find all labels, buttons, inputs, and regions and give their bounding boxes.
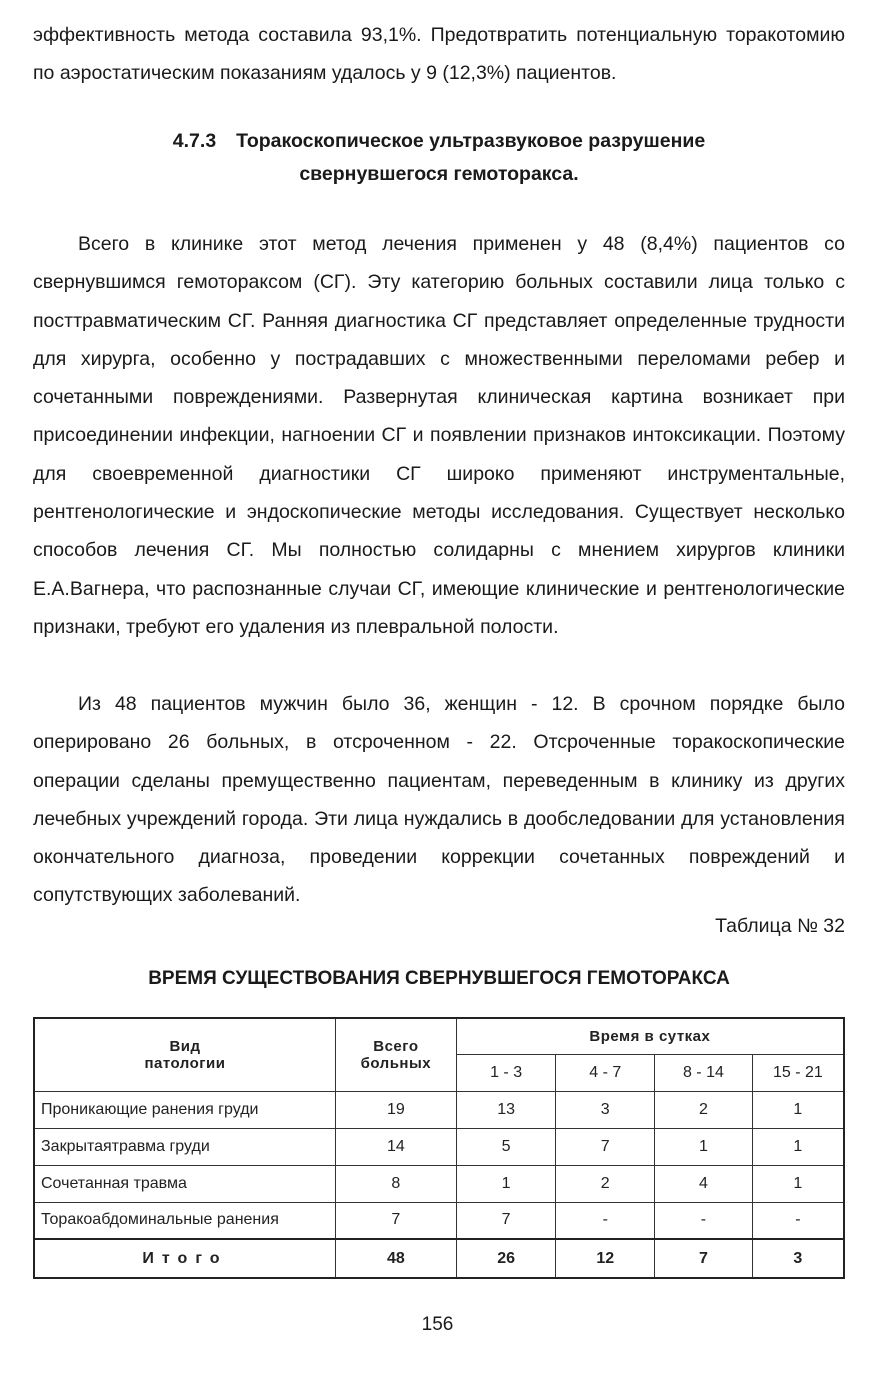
row-value: - (655, 1202, 753, 1239)
table-header-row-1 (34, 1018, 844, 1054)
paragraph-2: Из 48 пациентов мужчин было 36, женщин - 12. В срочном порядке было оперировано 26 больных, в отсроченном - 22. Отсроченные торакоскопические операции сделаны премущественно пациентам, переведенным в клинику из других лечебных учреждений города. Эти лица нуждались в дообследовании для установления окончательного диагноза, проведении коррекции сочетанных повреждений и сопутствующих заболеваний. (33, 693, 845, 907)
row-total: 14 (335, 1128, 456, 1165)
total-sum: 48 (335, 1239, 456, 1278)
row-value: 5 (456, 1128, 556, 1165)
paragraph-continuation: эффективность метода составила 93,1%. Предотвратить потенциальную торакотомию по аэростатическим показаниям удалось у 9 (12,3%) пациентов. (33, 24, 845, 85)
header-pathology (34, 1018, 335, 1091)
page-number: 156 (421, 1314, 454, 1335)
header-pathology-line-2: патологии (144, 1054, 226, 1072)
table-number: Таблица № 32 (715, 915, 845, 937)
row-value: 1 (752, 1128, 844, 1165)
row-value: 1 (752, 1091, 844, 1128)
total-label: Итого (34, 1239, 335, 1278)
section-heading-line-1: Торакоскопическое ультразвуковое разрушение (236, 130, 706, 152)
row-total: 19 (335, 1091, 456, 1128)
header-interval: 1 - 3 (456, 1054, 556, 1091)
row-value: 3 (556, 1091, 655, 1128)
total-value: 12 (556, 1239, 655, 1278)
table-row (34, 1165, 844, 1202)
section-heading (33, 125, 845, 191)
row-value: 4 (655, 1165, 753, 1202)
header-interval: 4 - 7 (556, 1054, 655, 1091)
row-value: 1 (655, 1128, 753, 1165)
row-value: 13 (456, 1091, 556, 1128)
row-name: Проникающие ранения груди (34, 1091, 335, 1128)
row-value: 7 (556, 1128, 655, 1165)
header-total-line-2: больных (360, 1054, 432, 1072)
row-value: 1 (752, 1165, 844, 1202)
data-table (33, 1017, 845, 1279)
row-name: Торакоабдоминальные ранения (34, 1202, 335, 1239)
table-total-row (34, 1239, 844, 1278)
header-total-line-1: Всего (373, 1037, 419, 1055)
row-value: 7 (456, 1202, 556, 1239)
total-value: 26 (456, 1239, 556, 1278)
section-heading-line-2: свернувшегося гемоторакса. (299, 163, 579, 185)
row-name: Закрытаятравма груди (34, 1128, 335, 1165)
total-value: 7 (655, 1239, 753, 1278)
total-value: 3 (752, 1239, 844, 1278)
row-value: - (752, 1202, 844, 1239)
table-row (34, 1091, 844, 1128)
row-total: 8 (335, 1165, 456, 1202)
row-value: 2 (556, 1165, 655, 1202)
row-name: Сочетанная травма (34, 1165, 335, 1202)
table-title: ВРЕМЯ СУЩЕСТВОВАНИЯ СВЕРНУВШЕГОСЯ ГЕМОТОРАКСА (148, 968, 730, 989)
header-interval: 8 - 14 (655, 1054, 753, 1091)
paragraph-1: Всего в клинике этот метод лечения применен у 48 (8,4%) пациентов со свернувшимся гемотораксом (СГ). Эту категорию больных составили лица только с посттравматическим СГ. Ранняя диагностика СГ представляет определенные трудности для хирурга, особенно у пострадавших с множественными переломами ребер и сочетанными повреждениями. Развернутая клиническая картина возникает при присоединении инфекции, нагноении СГ и появлении признаков интоксикации. Поэтому для своевременной диагностики СГ широко применяют инструментальные, рентгенологические и эндоскопические методы исследования. Существует несколько способов лечения СГ. Мы полностью солидарны с мнением хирургов клиники Е.А.Вагнера, что распознанные случаи СГ, имеющие клинические и рентгенологические признаки, требуют его удаления из плевральной полости. (33, 233, 845, 638)
table-row (34, 1128, 844, 1165)
row-total: 7 (335, 1202, 456, 1239)
header-interval: 15 - 21 (752, 1054, 844, 1091)
section-number: 4.7.3 (172, 130, 217, 152)
header-time-in-days: Время в сутках (456, 1018, 844, 1054)
row-value: 1 (456, 1165, 556, 1202)
header-pathology-line-1: Вид (169, 1037, 201, 1055)
header-total-patients (335, 1018, 456, 1091)
table-row (34, 1202, 844, 1239)
row-value: 2 (655, 1091, 753, 1128)
row-value: - (556, 1202, 655, 1239)
